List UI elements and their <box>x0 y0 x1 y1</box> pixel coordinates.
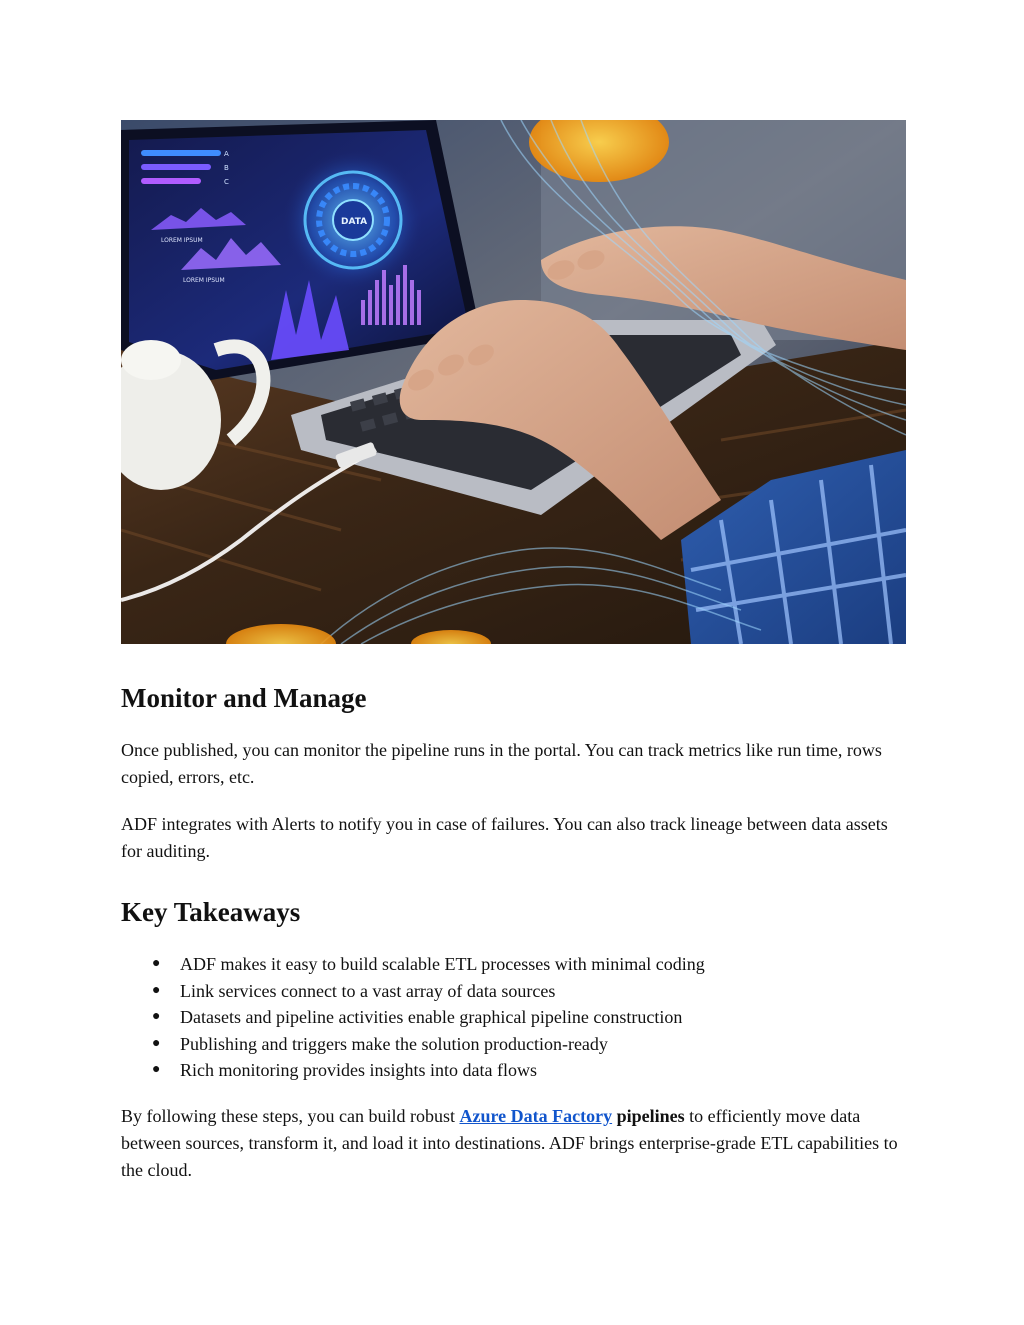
list-item <box>121 978 906 1005</box>
conclusion-text-after: to efficiently move data between sources, transform it, and load it into destinations. ADF brings enterprise-grade ETL capabilities to the cloud. <box>121 1106 898 1180</box>
bullet-icon: ● <box>152 1009 161 1024</box>
list-item-text: ADF makes it easy to build scalable ETL processes with minimal coding <box>180 954 705 974</box>
conclusion-paragraph <box>121 1103 906 1184</box>
screen-letter-b: B <box>224 164 229 172</box>
screen-letter-c: C <box>224 178 229 186</box>
bullet-icon: ● <box>152 1035 161 1051</box>
bullet-icon: ● <box>152 956 161 971</box>
list-item-text: Link services connect to a vast array of data sources <box>180 980 556 1001</box>
section-title-takeaways: Key Takeaways <box>121 897 301 927</box>
screen-lorem-1: LOREM IPSUM <box>161 237 203 244</box>
takeaways-list <box>121 951 906 1084</box>
section-title-monitor: Monitor and Manage <box>121 683 367 713</box>
monitor-paragraph-2: ADF integrates with Alerts to notify you in case of failures. You can also track lineage between data assets for auditing. <box>121 814 888 861</box>
pipelines-bold-text: pipelines <box>616 1106 685 1126</box>
list-item <box>121 1057 906 1084</box>
monitor-paragraph-1: Once published, you can monitor the pipeline runs in the portal. You can track metrics like run time, rows copied, errors, etc. <box>121 740 882 787</box>
hero-image <box>121 120 906 644</box>
laptop-photo-illustration <box>121 120 906 644</box>
screen-data-label: DATA <box>341 217 368 227</box>
list-item <box>121 951 906 978</box>
azure-data-factory-link[interactable]: Azure Data Factory <box>459 1106 613 1126</box>
list-item-text: Datasets and pipeline activities enable graphical pipeline construction <box>180 1007 683 1027</box>
bullet-icon: ● <box>152 1062 161 1077</box>
list-item <box>121 1004 906 1031</box>
list-item <box>121 1031 906 1058</box>
conclusion-text-before: By following these steps, you can build robust <box>121 1106 460 1126</box>
screen-lorem-2: LOREM IPSUM <box>183 277 225 284</box>
list-item-text: Rich monitoring provides insights into data flows <box>180 1060 537 1080</box>
screen-letter-a: A <box>224 150 229 158</box>
list-item-text: Publishing and triggers make the solution production-ready <box>180 1033 608 1054</box>
bullet-icon: ● <box>152 982 161 998</box>
